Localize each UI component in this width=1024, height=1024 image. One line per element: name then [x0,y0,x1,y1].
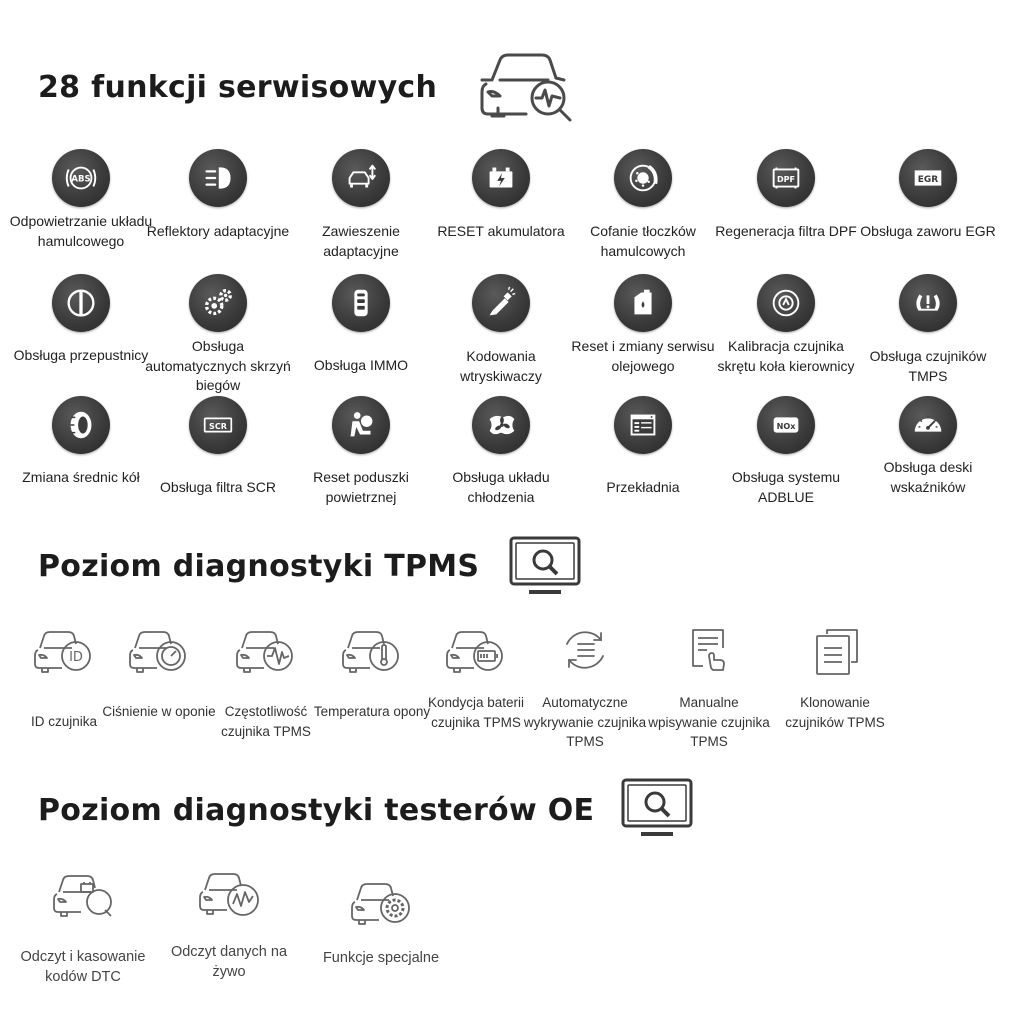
service-item [568,149,718,259]
airbag-icon [332,396,390,454]
svg-text:EGR: EGR [917,174,939,185]
service-item [286,274,436,373]
monitor-search-icon [509,536,581,598]
function-label: Regeneracja filtra DPF [715,223,857,239]
section-title-service: 28 funkcji serwisowych [38,70,438,105]
tpms-item [523,626,647,749]
gearbox-screen-icon [614,396,672,454]
gears-icon [189,274,247,332]
injector-icon [472,274,530,332]
function-label: Reset i zmiany serwisu olejowego [571,338,715,374]
scr-icon [189,396,247,454]
service-item [286,149,436,259]
service-item [426,274,576,384]
svg-text:ABS: ABS [71,174,91,185]
throttle-icon [52,274,110,332]
function-label: Zawieszenie adaptacyjne [322,223,400,259]
service-item [853,149,1003,239]
function-label: Obsługa IMMO [313,357,409,373]
clone-icon [803,626,867,678]
service-item [568,396,718,495]
manual-entry-icon [677,626,741,674]
abs-icon [52,149,110,207]
function-label: Reflektory adaptacyjne [146,223,290,239]
function-label: Odczyt i kasowanie kodów DTC [20,949,146,985]
headlight-icon [189,149,247,207]
car-dtc-icon [51,870,115,920]
tpms-item [773,626,897,730]
tpms-item [97,626,221,719]
function-label: Częstotliwość czujnika TPMS [221,704,311,739]
function-label: Reset poduszki powietrznej [313,469,409,505]
function-label: Obsługa automatycznych skrzyń biegów [145,338,291,393]
function-label: Manualne wpisywanie czujnika TPMS [648,695,770,749]
car-thermometer-icon [340,626,404,674]
service-item [853,274,1003,384]
function-label: Obsługa czujników TMPS [869,348,987,384]
svg-text:NOx: NOx [776,421,796,431]
function-label: Klonowanie czujników TPMS [785,695,885,730]
function-label: Obsługa filtra SCR [160,479,276,495]
car-wave-icon [234,626,298,674]
function-label: Odczyt danych na żywo [170,944,288,980]
service-item [286,396,436,505]
cooling-fan-icon [472,396,530,454]
monitor-search-icon [621,778,693,840]
car-live-data-icon [197,868,261,920]
oil-can-icon [614,274,672,332]
oe-item [154,868,304,980]
car-id-icon [32,626,96,674]
service-item [711,396,861,505]
service-item [426,396,576,505]
function-label: Kalibracja czujnika skrętu koła kierownicy [717,338,855,374]
oe-item [306,878,456,966]
nox-icon [757,396,815,454]
function-label: Odpowietrzanie układu hamulcowego [9,213,153,249]
function-label: Obsługa układu chłodzenia [452,469,550,505]
function-label: Przekładnia [606,479,680,495]
speedometer-icon [899,396,957,454]
oe-item [8,870,158,985]
egr-icon [899,149,957,207]
service-item [426,149,576,239]
auto-detect-icon [553,626,617,674]
section-title-oe: Poziom diagnostyki testerów OE [38,793,595,828]
function-label: RESET akumulatora [437,223,565,239]
service-item [568,274,718,374]
function-label: Kondycja baterii czujnika TPMS [427,695,525,730]
function-label: ID czujnika [30,714,98,729]
service-item [143,149,293,239]
svg-text:ID: ID [69,650,83,665]
function-label: Zmiana średnic kół [22,469,140,485]
function-label: Ciśnienie w oponie [102,704,216,719]
svg-text:DPF: DPF [776,174,796,184]
function-label: Temperatura opony [313,704,431,719]
car-diagnostic-icon [478,50,574,122]
service-item [711,149,861,239]
suspension-icon [332,149,390,207]
service-item [6,149,156,249]
svg-text:SCR: SCR [209,421,227,431]
function-label: Obsługa deski wskaźników [883,459,973,495]
car-battery-icon [444,626,508,674]
tire-icon [52,396,110,454]
service-item [143,396,293,495]
service-item [6,274,156,363]
service-item [143,274,293,393]
dpf-icon [757,149,815,207]
function-label: Automatyczne wykrywanie czujnika TPMS [523,695,647,749]
function-label: Obsługa zaworu EGR [860,223,996,239]
service-item [6,396,156,485]
brake-disc-icon [614,149,672,207]
service-item [853,396,1003,495]
function-label: Funkcje specjalne [322,950,440,966]
car-gauge-icon [127,626,191,674]
car-special-icon [349,878,413,928]
steering-angle-icon [757,274,815,332]
section-title-tpms: Poziom diagnostyki TPMS [38,549,480,584]
tpms-item [414,626,538,730]
tpms-item [647,626,771,749]
service-item [711,274,861,374]
function-label: Obsługa systemu ADBLUE [731,469,841,505]
function-label: Cofanie tłoczków hamulcowych [590,223,696,259]
function-label: Kodowania wtryskiwaczy [460,348,542,384]
key-fob-icon [332,274,390,332]
battery-icon [472,149,530,207]
tire-pressure-icon [899,274,957,332]
function-label: Obsługa przepustnicy [13,347,149,363]
